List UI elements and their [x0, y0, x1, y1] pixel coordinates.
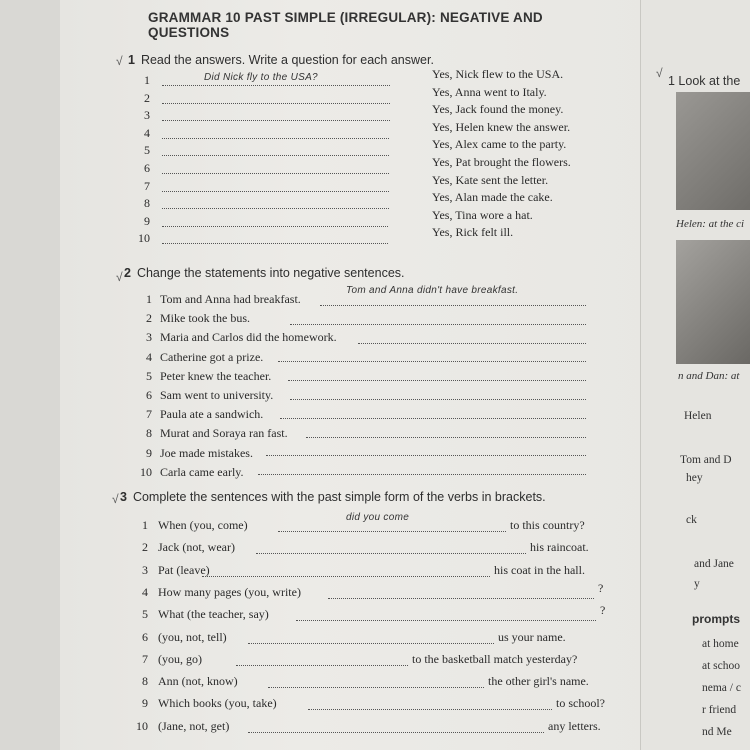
sentence-start: Which books (you, take)	[158, 696, 277, 711]
ex1-instruction: Read the answers. Write a question for each answer.	[140, 53, 434, 67]
answer-line	[162, 226, 388, 227]
item-number: 4	[142, 584, 148, 599]
sentence-start: How many pages (you, write)	[158, 584, 301, 599]
sentence-start: (Jane, not, get)	[158, 718, 230, 733]
prompt-item: nema / c	[702, 682, 741, 694]
statement-text: Murat and Soraya ran fast.	[160, 426, 288, 441]
statement-text: Paula ate a sandwich.	[160, 407, 264, 422]
caption-tom-dan: n and Dan: at	[678, 370, 740, 382]
check-mark-icon: √	[116, 54, 123, 68]
item-number: 7	[144, 178, 150, 193]
item-number: 6	[144, 161, 150, 175]
sentence-end: to school?	[556, 696, 605, 711]
given-answer: Yes, Kate sent the letter.	[432, 172, 549, 187]
statement-text: Catherine got a prize.	[160, 349, 264, 364]
statement-text: Joe made mistakes.	[160, 445, 253, 460]
answer-line	[296, 620, 596, 621]
page-title: GRAMMAR 10 PAST SIMPLE (IRREGULAR): NEGATIVE AND QUESTIONS	[148, 10, 543, 40]
item-number: 7	[142, 651, 148, 666]
item-number: 2	[142, 540, 148, 555]
answer-line	[290, 324, 586, 325]
item-number: 3	[144, 108, 150, 123]
ex3-number: 3	[120, 490, 127, 504]
caption-helen: Helen: at the ci	[676, 218, 745, 230]
sentence-start: Pat (leave)	[158, 562, 210, 577]
ex3-example-handwriting: did you come	[346, 512, 410, 523]
answer-line	[288, 380, 586, 381]
answer-line	[248, 732, 544, 733]
side-line-label: y	[694, 578, 700, 590]
given-answer: Yes, Helen knew the answer.	[432, 119, 571, 134]
given-answer: Yes, Jack found the money.	[432, 102, 564, 117]
item-number: 1	[144, 73, 150, 87]
answer-line	[162, 208, 389, 209]
ex3-heading	[120, 490, 546, 504]
statement-text: Sam went to university.	[160, 388, 274, 402]
sentence-start: When (you, come)	[158, 518, 248, 532]
item-number: 9	[142, 696, 148, 711]
ex3-instruction: Complete the sentences with the past simple form of the verbs in brackets.	[132, 490, 546, 504]
statement-text: Tom and Anna had breakfast.	[160, 292, 301, 306]
side-line-label: Helen	[684, 410, 712, 422]
given-answer: Yes, Anna went to Italy.	[432, 84, 547, 99]
given-answer: Yes, Alex came to the party.	[432, 137, 567, 152]
check-mark-icon: √	[656, 66, 663, 80]
item-number: 5	[142, 607, 148, 622]
statement-text: Carla came early.	[160, 464, 244, 479]
answer-line	[266, 455, 586, 456]
prompts-heading: prompts	[692, 612, 740, 626]
given-answer: Yes, Pat brought the flowers.	[432, 155, 571, 169]
side-line-label: and Jane	[694, 558, 734, 570]
item-number: 2	[146, 311, 152, 326]
item-number: 3	[146, 330, 152, 345]
given-answer: Yes, Nick flew to the USA.	[432, 67, 564, 81]
item-number: 3	[142, 562, 148, 577]
given-answer: Yes, Rick felt ill.	[432, 225, 514, 240]
sentence-start: Jack (not, wear)	[158, 540, 235, 555]
answer-line	[320, 305, 586, 306]
answer-line	[306, 437, 586, 438]
illustration-helen	[676, 92, 750, 210]
side-line-label: Tom and D	[680, 454, 732, 466]
item-number: 4	[144, 125, 150, 140]
side-line-label: ck	[686, 514, 697, 526]
given-answer: Yes, Tina wore a hat.	[432, 207, 533, 222]
sentence-start: What (the teacher, say)	[158, 607, 269, 622]
item-number: 5	[144, 143, 150, 158]
answer-line	[290, 399, 586, 400]
item-number: 1	[146, 292, 152, 306]
side-line-label: hey	[686, 472, 703, 484]
item-number: 10	[140, 464, 152, 479]
statement-text: Maria and Carlos did the homework.	[160, 330, 337, 345]
prompt-item: at schoo	[702, 660, 741, 672]
sentence-end: his raincoat.	[530, 540, 589, 555]
answer-line	[162, 243, 388, 244]
check-mark-icon: √	[116, 270, 123, 284]
answer-line	[162, 155, 389, 156]
answer-line	[258, 474, 586, 475]
ex2-number: 2	[124, 266, 131, 280]
answer-line	[358, 343, 586, 344]
item-number: 5	[146, 368, 152, 383]
item-number: 8	[142, 674, 148, 689]
answer-line	[162, 103, 390, 104]
item-number: 9	[144, 213, 150, 228]
answer-line	[248, 643, 494, 644]
item-number: 10	[138, 231, 150, 246]
sentence-end: the other girl's name.	[488, 674, 589, 689]
item-number: 1	[142, 518, 148, 532]
item-number: 10	[136, 718, 148, 733]
ex1-number: 1	[128, 53, 135, 67]
sentence-end: to the basketball match yesterday?	[412, 651, 578, 666]
check-mark-icon: √	[112, 492, 119, 506]
item-number: 9	[146, 445, 152, 460]
answer-line	[308, 709, 552, 710]
item-number: 4	[146, 349, 152, 364]
ex2-example-handwriting: Tom and Anna didn't have breakfast.	[346, 285, 519, 296]
sentence-end: ?	[600, 603, 606, 618]
sentence-end: his coat in the hall.	[494, 562, 585, 577]
sentence-start: Ann (not, know)	[158, 674, 238, 689]
answer-line	[162, 138, 389, 139]
sentence-start: (you, go)	[158, 651, 202, 666]
ex2-instruction: Change the statements into negative sentences.	[136, 266, 405, 280]
item-number: 6	[142, 629, 148, 644]
prompt-item: at home	[702, 638, 739, 650]
answer-line	[162, 85, 390, 86]
sentence-end: ?	[598, 580, 604, 595]
given-answer: Yes, Alan made the cake.	[432, 190, 553, 205]
answer-line	[202, 576, 490, 577]
sentence-end: any letters.	[548, 718, 601, 733]
answer-line	[278, 361, 586, 362]
sentence-end: to this country?	[510, 518, 585, 532]
sentence-start: (you, not, tell)	[158, 629, 227, 644]
answer-line	[328, 598, 594, 599]
answer-line	[256, 553, 526, 554]
ex1-example-handwriting: Did Nick fly to the USA?	[204, 72, 318, 83]
illustration-tom-dan	[676, 240, 750, 364]
answer-line	[162, 120, 390, 121]
answer-line	[162, 191, 389, 192]
prompt-item: nd Me	[702, 726, 732, 738]
answer-line	[162, 173, 389, 174]
ex1-heading	[128, 53, 434, 67]
statement-text: Mike took the bus.	[160, 311, 250, 326]
item-number: 2	[144, 90, 150, 105]
item-number: 6	[146, 388, 152, 402]
item-number: 8	[146, 426, 152, 441]
answer-line	[280, 418, 586, 419]
answer-line	[278, 531, 506, 532]
ex2-heading	[124, 266, 405, 280]
answer-line	[268, 687, 484, 688]
sentence-end: us your name.	[498, 629, 566, 644]
statement-text: Peter knew the teacher.	[160, 368, 272, 383]
prompt-item: r friend	[702, 704, 737, 716]
answer-line	[236, 665, 408, 666]
item-number: 8	[144, 196, 150, 211]
right-heading: 1 Look at the	[668, 74, 741, 88]
item-number: 7	[146, 407, 152, 422]
